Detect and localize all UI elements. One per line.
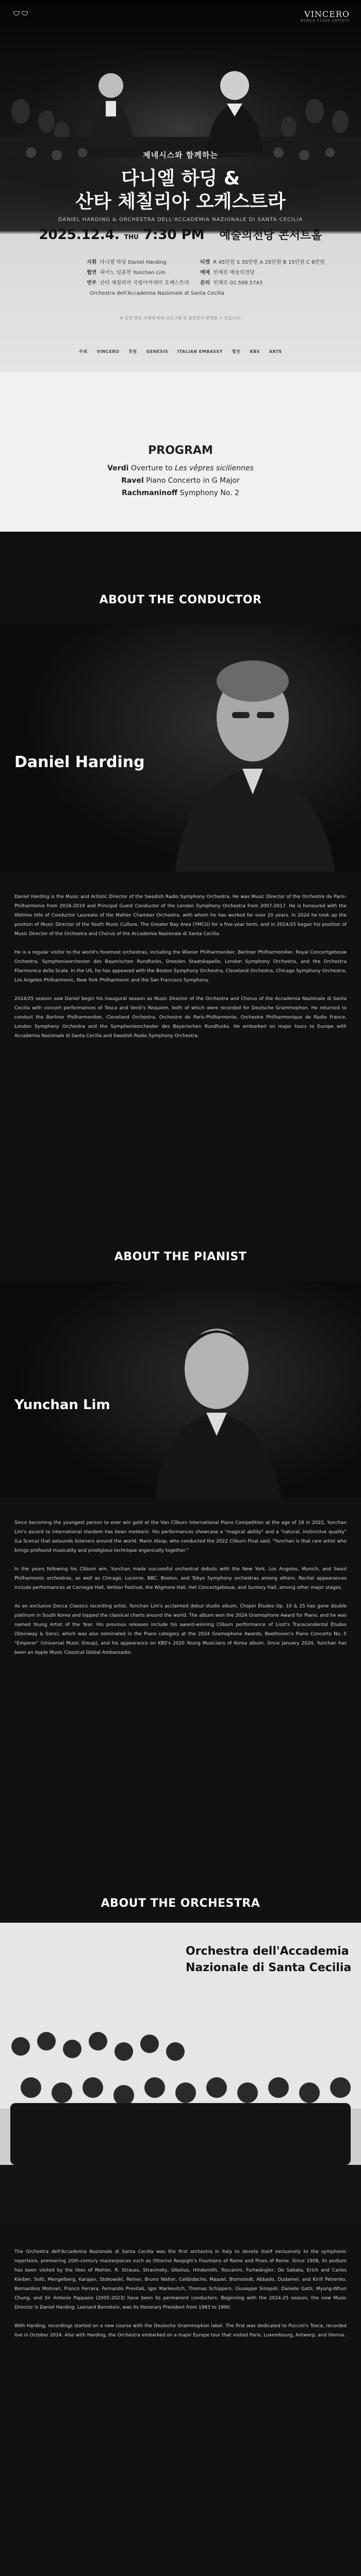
orchestra-section — [0, 1871, 361, 2576]
pianist-section — [0, 1209, 361, 1871]
bio-paragraph: He is a regular visitor to the world's foremost orchestras, including the Wiener Philharmoniker, Berliner Philharmoniker, Royal Concertgebouw Orchestra, Symphonieorchester des Bayerischen Rundfunks, Dresden Staatskapelle, London Symphony Orchestra, and the Orchestra Filarmonica della Scala. In the US, he has appeared with the Boston Symphony Orchestra, Cleveland Orchestra, Chicago Symphony Orchestra, Los Angeles Philharmonic, New York Philharmonic and the San Francisco Symphony. — [14, 950, 347, 983]
orchestra-bio — [14, 2247, 347, 2349]
work-composer: Verdi — [107, 464, 129, 472]
sponsor-bar — [0, 345, 361, 361]
orchestra-name-line1: Orchestra dell'Accademia — [186, 1945, 349, 1958]
concert-title-line1: 다니엘 하딩 & — [121, 168, 240, 189]
bio-paragraph: Since becoming the youngest person to ever win gold at the Van Cliburn International Piano Competition at the age of 18 in 2022, Yunchan Lim's ascent to international stardom has been meteoric. His performances showcase a "magical ability" and a "natural, instinctive quality" (La Scena) that astounds listeners around the world. Marin Alsop, who conducted the 2022 Cliburn Final said, "Yunchan is that rare artist who brings profound musicality and prodigious technique organically together." — [14, 1520, 347, 1553]
info-label: 협연 — [87, 270, 97, 276]
info-value: 빈체로 02.599.5743 — [213, 280, 263, 286]
concert-title-line2: 산타 체칠리아 오케스트라 — [75, 191, 286, 212]
sponsor-logo: ARTE — [269, 349, 282, 354]
hero-title-block — [0, 149, 361, 223]
brand-sub: WORLD CLASS ARTISTS — [300, 19, 350, 23]
orchestra-name — [186, 1943, 351, 1976]
program-heading: PROGRAM — [148, 444, 213, 457]
pianist-heading: ABOUT THE PIANIST — [114, 1250, 247, 1263]
conductor-heading: ABOUT THE CONDUCTOR — [99, 594, 262, 606]
program-work — [0, 462, 361, 474]
change-notice: ※ 공연 당일 사정에 따라 프로그램 및 출연진이 변경될 수 있습니다. — [120, 316, 241, 320]
work-title: Symphony No. 2 — [179, 489, 240, 497]
work-title: Overture to — [130, 464, 175, 472]
info-value: 빈체로 예술의전당 — [213, 270, 255, 276]
sponsor-logo: 주최 — [79, 349, 88, 354]
program-work — [0, 474, 361, 487]
program-work — [0, 487, 361, 499]
sponsor-logo: 협찬 — [232, 349, 241, 354]
info-value: Orchestra dell'Accademia Nazionale di Santa Cecilia — [90, 291, 224, 296]
bio-paragraph: The Orchestra dell'Accademia Nazionale di Santa Cecilia was the first orchestra in Italy to devote itself exclusively to the symphonic repertoire, premiering 20th-century masterpieces such as Ottorino Respighi's Fountains of Rome and Pines of Rome. Since 1908, its podium has been visited by the likes of Mahler, R. Strauss, Stravinsky, Sibelius, Hindemith, Toscanini, Furtwängler, De Sabata, Erich and Carlos Kleiber, Solti, Mengelberg, Karajan, Stokowski, Reiner, Bruno Walter, Celibidache, Maazel, Blomstedt, Abbado, Dudamel, and Kirill Petrenko. Bernardino Molinari, Franco Ferrara, Fernando Previtali, Igor Markevitch, Thomas Schippers, Giuseppe Sinopoli, Daniele Gatti, Myung-Whun Chung, and Sir Antonio Pappano (2005-2023) have been its permanent conductors. Beginning with the 2024-25 season, the new Music Director is Daniel Harding. Leonard Bernstein, was its Honorary President from 1983 to 1990. — [14, 2249, 347, 2310]
conductor-photo — [0, 624, 361, 872]
info-label: 지휘 — [87, 260, 97, 265]
info-row — [87, 289, 224, 299]
bio-paragraph: In the years following his Cliburn win, Yunchan made successful orchestral debuts with the New York, Los Angeles, Munich, and Seoul Philharmonic orchestras, as well as Chicago, Lucerne, BBC, Boston, and Tokyo Symphony orchestras among others. Recital appearances include performances at Carnegie Hall, Verbier Festival, the Wigmore Hall, Het Concertgebouw, and Suntory Hall, among other major stages. — [14, 1567, 347, 1590]
info-value: 다니엘 하딩 Daniel Harding — [100, 260, 167, 265]
bio-paragraph: As an exclusive Decca Classics recording artist, Yunchan Lim's acclaimed debut studio album, Chopin Études Op. 10 & 25 has gone double platinum in South Korea and topped the classical charts around the world. The album won the 2024 Gramophone Award for Piano, and he was named Young Artist of the Year. His previous releases include his award-winning Cliburn performance of Liszt's Transcendental Études (Steinway & Sons), which was also nominated in the Piano category at the 2024 Gramophone Awards, Beethoven's Piano Concerto No. 5 "Emperor" (Universal Music Group), and his appearance on KBS's 2020 Young Musicians of Korea album. Since January 2024, Yunchan has been an Apple Music Classical Global Ambassador. — [14, 1604, 347, 1655]
info-label: 티켓 — [200, 260, 210, 265]
sponsor-logo: VINCERO — [96, 349, 120, 354]
program-section — [0, 372, 361, 532]
pianist-photo — [0, 1281, 361, 1498]
concert-subtitle-en: DANIEL HARDING & ORCHESTRA DELL'ACCADEMIA NAZIONALE DI SANTA CECILIA — [58, 217, 303, 223]
conductor-portrait — [0, 624, 361, 872]
brand-name: VINCERO — [304, 9, 350, 19]
sponsor-logo: GENESIS — [146, 349, 168, 354]
info-row — [200, 268, 325, 278]
conductor-section — [0, 532, 361, 1209]
top-bar — [0, 9, 361, 25]
info-label: 연주 — [87, 280, 97, 286]
sponsor-logo: 후원 — [128, 349, 137, 354]
vincero-logo — [300, 9, 350, 23]
sponsor-logo: KBS — [250, 349, 260, 354]
bio-paragraph: With Harding, recordings started on a new course with the Deutsche Grammophon label. The first was dedicated to Puccini's Tosca, recorded live in October 2024. Also with Harding, the Orchestra embarked on a major Europe tour that visited Paris, Luxembourg, Antwerp, and Vienna. — [14, 2324, 347, 2338]
info-row — [200, 258, 325, 268]
work-title-italic: Les vêpres siciliennes — [174, 464, 254, 472]
info-value: 산타 체칠리아 국립아카데미 오케스트라 — [100, 280, 190, 286]
presents-label: 제네시스와 함께하는 — [143, 150, 218, 160]
info-label: 문의 — [200, 280, 210, 286]
day-value: THU — [124, 233, 139, 241]
info-value: 피아노 임윤찬 Yunchan Lim — [100, 270, 166, 276]
sponsor-logo: ITALIAN EMBASSY — [177, 349, 223, 354]
info-value: R 45만원 S 35만원 A 25만원 B 15만원 C 8만원 — [213, 260, 325, 265]
time-value: 7:30 PM — [143, 227, 205, 243]
info-block — [0, 258, 361, 319]
conductor-name: Daniel Harding — [14, 753, 145, 771]
work-title: Piano Concerto in G Major — [146, 477, 240, 485]
orchestra-name-line2: Nazionale di Santa Cecilia — [186, 1961, 352, 1974]
pianist-portrait — [0, 1281, 361, 1498]
info-label: 예매 — [200, 270, 210, 276]
pianist-name: Yunchan Lim — [14, 1397, 110, 1413]
bio-paragraph: Daniel Harding is the Music and Artistic Director of the Swedish Radio Symphony Orchestra. He was Music Director of the Orchestre de Paris-Philharmonie from 2016-2019 and Principal Guest Conductor of the London Symphony Orchestra from 2007-2017. He is honoured with the lifetime title of Conductor Laureate of the Mahler Chamber Orchestra, with whom he has worked for over 20 years. In 2024 he took up the position of Music Director of the Youth Music Culture, The Greater Bay Area (YMCG) for a five-year term, and in 2024/25 began his position of Music Director of the Orchestra and Chorus of the Accademia Nazionale di Santa Cecilia. — [14, 894, 347, 937]
work-composer: Ravel — [121, 477, 144, 485]
date-value: 2025.12.4. — [39, 227, 120, 243]
concert-date — [39, 227, 204, 243]
ticket-info — [200, 258, 325, 289]
genesis-logo-icon — [13, 9, 28, 16]
orchestra-heading: ABOUT THE ORCHESTRA — [101, 1897, 260, 1910]
info-row — [200, 278, 325, 289]
program-works — [0, 462, 361, 499]
bio-paragraph: 2024/25 season saw Daniel begin his inaugural season as Music Director of the Orchestra and Chorus of the Accademia Nazionale di Santa Cecilia with concert performances of Tosca and Verdi's Requiem, both of which were recorded for Deutsche Grammophon. He returned to conduct the Berliner Philharmoniker, Cleveland Orchestra, Orchestre de Paris-Philharmonie, Orchestre Philharmonique de Radio France, London Symphony Orchestra and the Symphonieorchester des Bayerischen Rundfunks. He embarked on major tours to Europe with Accademia Nazionale di Santa Cecilia and Swedish Radio Symphony Orchestra. — [14, 996, 347, 1039]
hero-poster — [0, 0, 361, 372]
venue: 예술의전당 콘서트홀 — [219, 229, 322, 242]
pianist-bio — [14, 1518, 347, 1667]
work-composer: Rachmaninoff — [121, 489, 178, 497]
conductor-bio — [14, 892, 347, 1050]
date-venue-bar — [0, 227, 361, 243]
